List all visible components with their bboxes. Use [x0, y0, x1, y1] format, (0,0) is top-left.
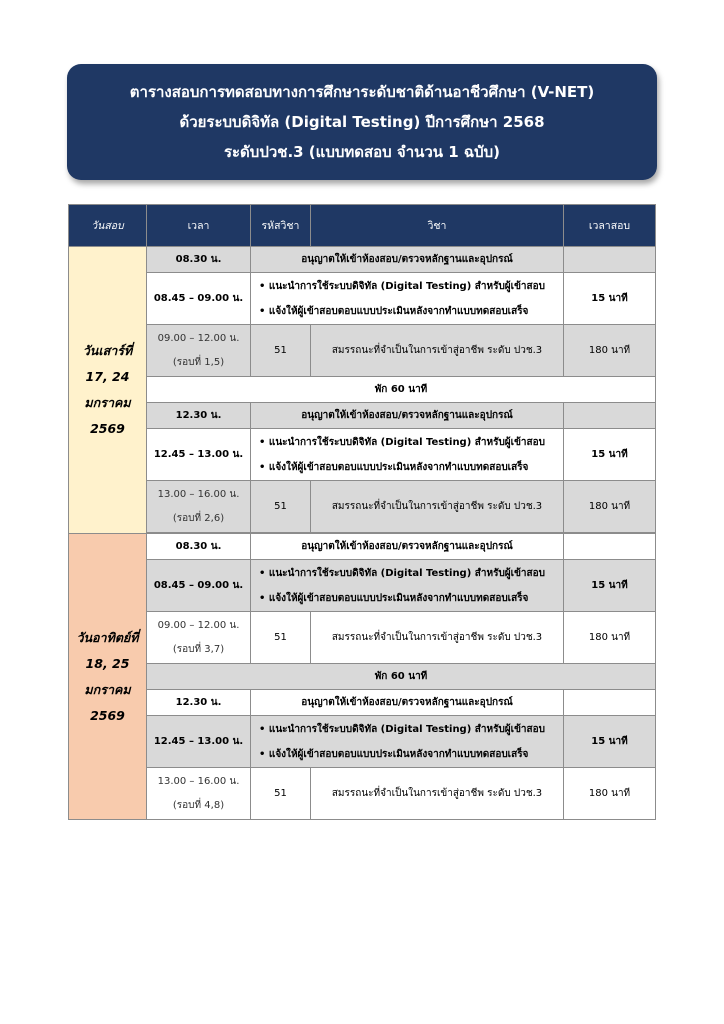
day-year: 2569 — [90, 707, 125, 723]
table-row — [69, 273, 656, 325]
time-cell — [147, 481, 251, 533]
bullet-item: • แจ้งให้ผู้เข้าสอบตอบแบบประเมินหลังจากทำแบบทดสอบเสร็จ — [259, 305, 529, 317]
title-line-3: ระดับปวช.3 (แบบทดสอบ จำนวน 1 ฉบับ) — [223, 143, 501, 161]
time-cell: 12.45 – 13.00 น. — [147, 716, 251, 768]
bullet-item: • แจ้งให้ผู้เข้าสอบตอบแบบประเมินหลังจากทำแบบทดสอบเสร็จ — [259, 592, 529, 604]
table-row — [69, 690, 656, 716]
break-cell: พัก 60 นาที — [147, 664, 656, 690]
day-dates: 17, 24 — [85, 369, 130, 384]
bullet-item: • แนะนำการใช้ระบบดิจิทัล (Digital Testing) สำหรับผู้เข้าสอบ — [259, 567, 545, 579]
time-cell: 12.30 น. — [147, 403, 251, 429]
code-cell: 51 — [251, 325, 311, 377]
header-duration: เวลาสอบ — [564, 205, 656, 247]
day-dates: 18, 25 — [85, 655, 130, 671]
round-label: (รอบที่ 1,5) — [172, 356, 225, 368]
bullet-item: • แจ้งให้ผู้เข้าสอบตอบแบบประเมินหลังจากทำแบบทดสอบเสร็จ — [259, 748, 529, 760]
activity-cell — [251, 716, 564, 768]
title-line-2: ด้วยระบบดิจิทัล (Digital Testing) ปีการศึกษา 2568 — [179, 113, 545, 131]
subject-cell: สมรรถนะที่จำเป็นในการเข้าสู่อาชีพ ระดับ ปวช.3 — [311, 481, 564, 533]
header-day: วันสอบ — [69, 205, 147, 247]
activity-cell — [251, 273, 564, 325]
round-label: (รอบที่ 3,7) — [172, 643, 225, 655]
header-subject: วิชา — [311, 205, 564, 247]
time-cell: 08.30 น. — [147, 247, 251, 273]
time-cell: 08.45 – 09.00 น. — [147, 273, 251, 325]
bullet-item: • แนะนำการใช้ระบบดิจิทัล (Digital Testing) สำหรับผู้เข้าสอบ — [259, 723, 545, 735]
day-month: มกราคม — [84, 395, 131, 410]
code-cell: 51 — [251, 612, 311, 664]
activity-cell — [251, 429, 564, 481]
duration-cell: 180 นาที — [564, 481, 656, 533]
bullet-item: • แนะนำการใช้ระบบดิจิทัล (Digital Testing) สำหรับผู้เข้าสอบ — [259, 280, 545, 292]
day-year: 2569 — [90, 421, 125, 436]
round-label: (รอบที่ 2,6) — [172, 512, 225, 524]
bullet-item: • แจ้งให้ผู้เข้าสอบตอบแบบประเมินหลังจากทำแบบทดสอบเสร็จ — [259, 461, 529, 473]
day-cell-sunday — [69, 534, 147, 820]
time-cell — [147, 325, 251, 377]
duration-cell — [564, 534, 656, 560]
header-code: รหัสวิชา — [251, 205, 311, 247]
time-range: 09.00 – 12.00 น. — [157, 332, 240, 344]
title-line-1: ตารางสอบการทดสอบทางการศึกษาระดับชาติด้านอาชีวศึกษา (V-NET) — [129, 83, 595, 101]
time-cell — [147, 612, 251, 664]
title-banner — [67, 64, 657, 180]
time-cell: 08.45 – 09.00 น. — [147, 560, 251, 612]
table-row — [69, 429, 656, 481]
day-label: วันเสาร์ที่ — [82, 343, 133, 358]
duration-cell: 15 นาที — [564, 560, 656, 612]
duration-cell — [564, 403, 656, 429]
exam-schedule-table — [68, 204, 656, 820]
duration-cell: 180 นาที — [564, 325, 656, 377]
round-label: (รอบที่ 4,8) — [172, 799, 225, 811]
table-row — [69, 325, 656, 377]
break-cell: พัก 60 นาที — [147, 377, 656, 403]
code-cell: 51 — [251, 481, 311, 533]
table-row — [69, 560, 656, 612]
day-label: วันอาทิตย์ที่ — [76, 629, 139, 645]
duration-cell: 180 นาที — [564, 612, 656, 664]
bullet-item: • แนะนำการใช้ระบบดิจิทัล (Digital Testing) สำหรับผู้เข้าสอบ — [259, 436, 545, 448]
time-cell: 12.30 น. — [147, 690, 251, 716]
activity-cell: อนุญาตให้เข้าห้องสอบ/ตรวจหลักฐานและอุปกรณ์ — [251, 247, 564, 273]
table-row — [69, 768, 656, 820]
code-cell: 51 — [251, 768, 311, 820]
subject-cell: สมรรถนะที่จำเป็นในการเข้าสู่อาชีพ ระดับ ปวช.3 — [311, 768, 564, 820]
table-row — [69, 716, 656, 768]
activity-cell: อนุญาตให้เข้าห้องสอบ/ตรวจหลักฐานและอุปกรณ์ — [251, 690, 564, 716]
table-row — [69, 247, 656, 273]
activity-cell: อนุญาตให้เข้าห้องสอบ/ตรวจหลักฐานและอุปกรณ์ — [251, 403, 564, 429]
activity-cell — [251, 560, 564, 612]
time-cell: 12.45 – 13.00 น. — [147, 429, 251, 481]
duration-cell: 180 นาที — [564, 768, 656, 820]
duration-cell: 15 นาที — [564, 273, 656, 325]
day-cell-saturday — [69, 247, 147, 534]
duration-cell: 15 นาที — [564, 716, 656, 768]
activity-cell: อนุญาตให้เข้าห้องสอบ/ตรวจหลักฐานและอุปกรณ์ — [251, 534, 564, 560]
time-range: 09.00 – 12.00 น. — [157, 619, 240, 631]
time-cell — [147, 768, 251, 820]
time-cell: 08.30 น. — [147, 534, 251, 560]
time-range: 13.00 – 16.00 น. — [157, 488, 240, 500]
table-row — [69, 612, 656, 664]
day-month: มกราคม — [84, 681, 131, 697]
table-row — [69, 664, 656, 690]
duration-cell: 15 นาที — [564, 429, 656, 481]
table-row — [69, 377, 656, 403]
duration-cell — [564, 247, 656, 273]
header-row — [69, 205, 656, 247]
time-range: 13.00 – 16.00 น. — [157, 775, 240, 787]
subject-cell: สมรรถนะที่จำเป็นในการเข้าสู่อาชีพ ระดับ ปวช.3 — [311, 612, 564, 664]
table-row — [69, 534, 656, 560]
table-row — [69, 403, 656, 429]
subject-cell: สมรรถนะที่จำเป็นในการเข้าสู่อาชีพ ระดับ ปวช.3 — [311, 325, 564, 377]
table-row — [69, 481, 656, 533]
duration-cell — [564, 690, 656, 716]
header-time: เวลา — [147, 205, 251, 247]
